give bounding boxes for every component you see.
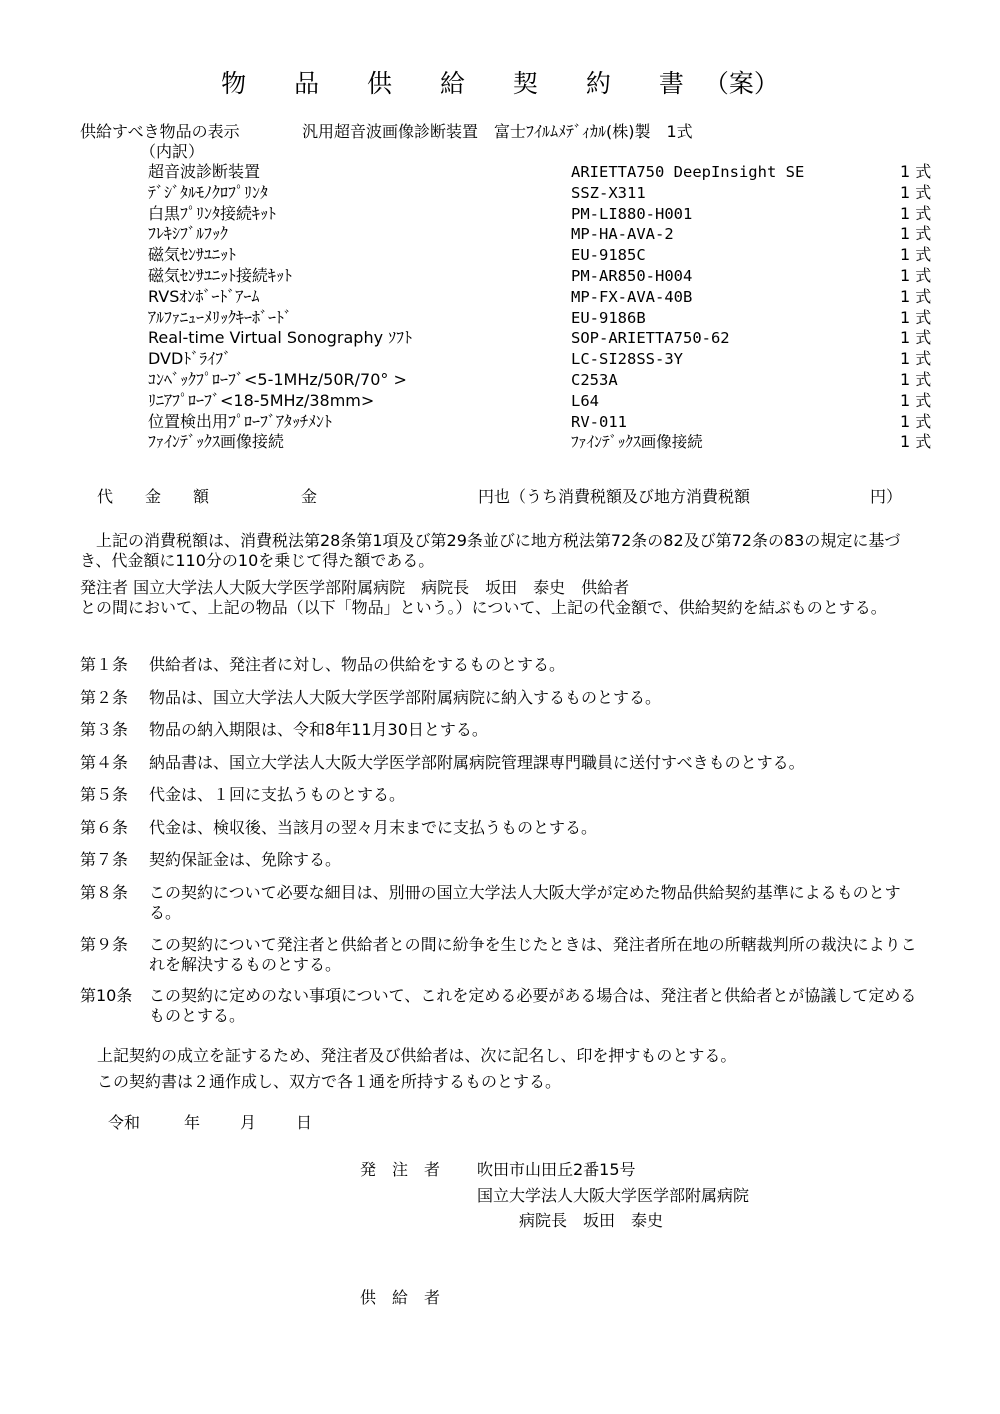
goods-label: 供給すべき物品の表示 [80,122,240,141]
article-number: 第10条 [80,986,133,1005]
price-label: 代 金 額 [97,487,218,506]
item-quantity: 1 式 [900,224,932,244]
article [80,883,920,923]
item-row [0,308,1000,329]
item-name: ﾌﾚｷｼﾌﾞﾙﾌｯｸ [148,224,229,244]
item-model: SOP-ARIETTA750-62 [571,329,730,348]
article-text: 代金は、検収後、当該月の翌々月末までに支払うものとする。 [149,817,598,837]
item-model: MP-HA-AVA-2 [571,225,674,244]
orderer-label: 発 注 者 [360,1160,441,1179]
item-row [0,349,1000,370]
item-row [0,224,1000,245]
article-number: 第３条 [80,720,129,739]
item-name: 白黒ﾌﾟﾘﾝﾀ接続ｷｯﾄ [148,203,277,223]
item-quantity: 1 式 [900,182,932,202]
closing-line-1: 上記契約の成立を証するため、発注者及び供給者は、次に記名し、印を押すものとする。 [97,1046,737,1065]
parties-line-2: との間において、上記の物品（以下「物品」という。）について、上記の代金額で、供給契約を結ぶものとする。 [80,598,887,617]
supplier-label: 供 給 者 [360,1288,441,1307]
article-text: この契約に定めのない事項について、これを定める必要がある場合は、発注者と供給者とが協議して定めるものとする。 [149,986,917,1025]
tax-note: 上記の消費税額は、消費税法第28条第1項及び第29条並びに地方税法第72条の82及び第72条の83の規定に基づき、代金額に110分の10を乗じて得た額である。 [80,531,901,570]
item-model: L64 [571,391,599,410]
item-name: 磁気ｾﾝｻﾕﾆｯﾄ接続ｷｯﾄ [148,265,293,285]
item-name: ﾘﾆｱﾌﾟﾛｰﾌﾞ<18-5MHz/38mm> [148,390,375,410]
item-name: Real-time Virtual Sonography ｿﾌﾄ [148,328,413,348]
price-yen-close: 円） [870,487,903,506]
article-text: 物品の納入期限は、令和8年11月30日とする。 [149,720,488,739]
article [80,655,920,675]
orderer-address: 吹田市山田丘2番15号 [477,1160,636,1179]
item-row [0,245,1000,266]
item-row [0,266,1000,287]
item-model: C253A [571,370,618,389]
item-row [0,432,1000,453]
article-number: 第１条 [80,655,129,674]
item-name: DVDﾄﾞﾗｲﾌﾞ [148,349,232,369]
item-model: SSZ-X311 [571,183,646,202]
item-name: 超音波診断装置 [148,162,261,181]
item-name: ﾌｧｲﾝﾃﾞｯｸｽ画像接続 [148,432,285,452]
date-year: 年 [184,1113,201,1132]
date-era: 令和 [108,1113,141,1132]
article-text: 代金は、１回に支払うものとする。 [149,785,406,804]
article-number: 第２条 [80,687,129,707]
price-yen-text: 円也（うち消費税額及び地方消費税額 [478,487,751,506]
item-name: ｺﾝﾍﾞｯｸﾌﾟﾛｰﾌﾞ<5-1MHz/50R/70° > [148,369,407,389]
article [80,753,920,773]
item-quantity: 1 式 [900,265,932,285]
item-name: RVSｵﾝﾎﾞｰﾄﾞｱｰﾑ [148,286,260,306]
item-model: EU-9186B [571,308,646,327]
item-row [0,412,1000,433]
article [80,986,920,1026]
item-model: RV-011 [571,412,627,431]
item-name: ﾃﾞｼﾞﾀﾙﾓﾉｸﾛﾌﾟﾘﾝﾀ [148,182,269,202]
item-row [0,287,1000,308]
item-row [0,183,1000,204]
article-number: 第９条 [80,935,129,954]
article-number: 第７条 [80,850,129,869]
article-number: 第８条 [80,882,129,902]
title-suffix: （案） [703,69,779,98]
item-row [0,391,1000,412]
article [80,850,920,870]
item-name: 磁気ｾﾝｻﾕﾆｯﾄ [148,245,237,265]
document-title [0,68,1000,100]
price-kin: 金 [301,487,318,506]
item-name: 位置検出用ﾌﾟﾛｰﾌﾞｱﾀｯﾁﾒﾝﾄ [148,411,333,431]
article [80,785,920,805]
article-number: 第６条 [80,817,129,837]
item-quantity: 1 式 [900,307,932,327]
item-model: PM-AR850-H004 [571,266,693,285]
item-model: LC-SI28SS-3Y [571,350,683,369]
article [80,688,920,708]
article-text: この契約について必要な細目は、別冊の国立大学法人大阪大学が定めた物品供給契約基準によるものとする。 [149,882,901,922]
article [80,720,920,740]
title-text: 物 品 供 給 契 約 書 [221,69,704,98]
item-quantity: 1 式 [900,432,932,452]
item-quantity: 1 式 [900,390,932,410]
orderer-org: 国立大学法人大阪大学医学部附属病院 [477,1186,750,1205]
item-row [0,370,1000,391]
item-quantity: 1 式 [900,162,932,181]
item-quantity: 1 式 [900,286,932,306]
article-text: 納品書は、国立大学法人大阪大学医学部附属病院管理課専門職員に送付すべきものとする。 [149,752,805,772]
date-month: 月 [240,1113,257,1132]
item-quantity: 1 式 [900,328,932,348]
article-text: 契約保証金は、免除する。 [149,850,342,869]
orderer-person: 病院長 坂田 泰史 [519,1211,664,1230]
item-row [0,162,1000,183]
item-model: ﾌｧｲﾝﾃﾞｯｸｽ画像接続 [571,433,703,452]
item-model: PM-LI880-H001 [571,204,693,223]
article-number: 第５条 [80,785,129,804]
item-model: EU-9185C [571,246,646,265]
item-quantity: 1 式 [900,369,932,389]
item-list [0,162,1000,453]
goods-description: 汎用超音波画像診断装置 富士ﾌｲﾙﾑﾒﾃﾞｨｶﾙ(株)製 1式 [302,122,693,141]
closing-line-2: この契約書は２通作成し、双方で各１通を所持するものとする。 [97,1072,562,1091]
item-model: ARIETTA750 DeepInsight SE [571,163,805,181]
breakdown-label: （内訳） [140,142,205,161]
item-quantity: 1 式 [900,349,932,369]
item-row [0,328,1000,349]
date-day: 日 [296,1113,313,1132]
parties-line-1: 発注者 国立大学法人大阪大学医学部附属病院 病院長 坂田 泰史 供給者 [80,578,630,597]
item-quantity: 1 式 [900,411,932,431]
item-quantity: 1 式 [900,203,932,223]
article [80,818,920,838]
article-text: 物品は、国立大学法人大阪大学医学部附属病院に納入するものとする。 [149,687,662,707]
item-name: ｱﾙﾌｧﾆｭｰﾒﾘｯｸｷｰﾎﾞｰﾄﾞ [148,307,293,327]
item-model: MP-FX-AVA-40B [571,287,693,306]
article-list [80,655,920,1037]
article-number: 第４条 [80,752,129,772]
item-row [0,204,1000,225]
article-text: 供給者は、発注者に対し、物品の供給をするものとする。 [149,655,566,674]
article [80,935,920,975]
item-quantity: 1 式 [900,245,932,265]
article-text: この契約について発注者と供給者との間に紛争を生じたときは、発注者所在地の所轄裁判所の裁決によりこれを解決するものとする。 [149,935,917,974]
